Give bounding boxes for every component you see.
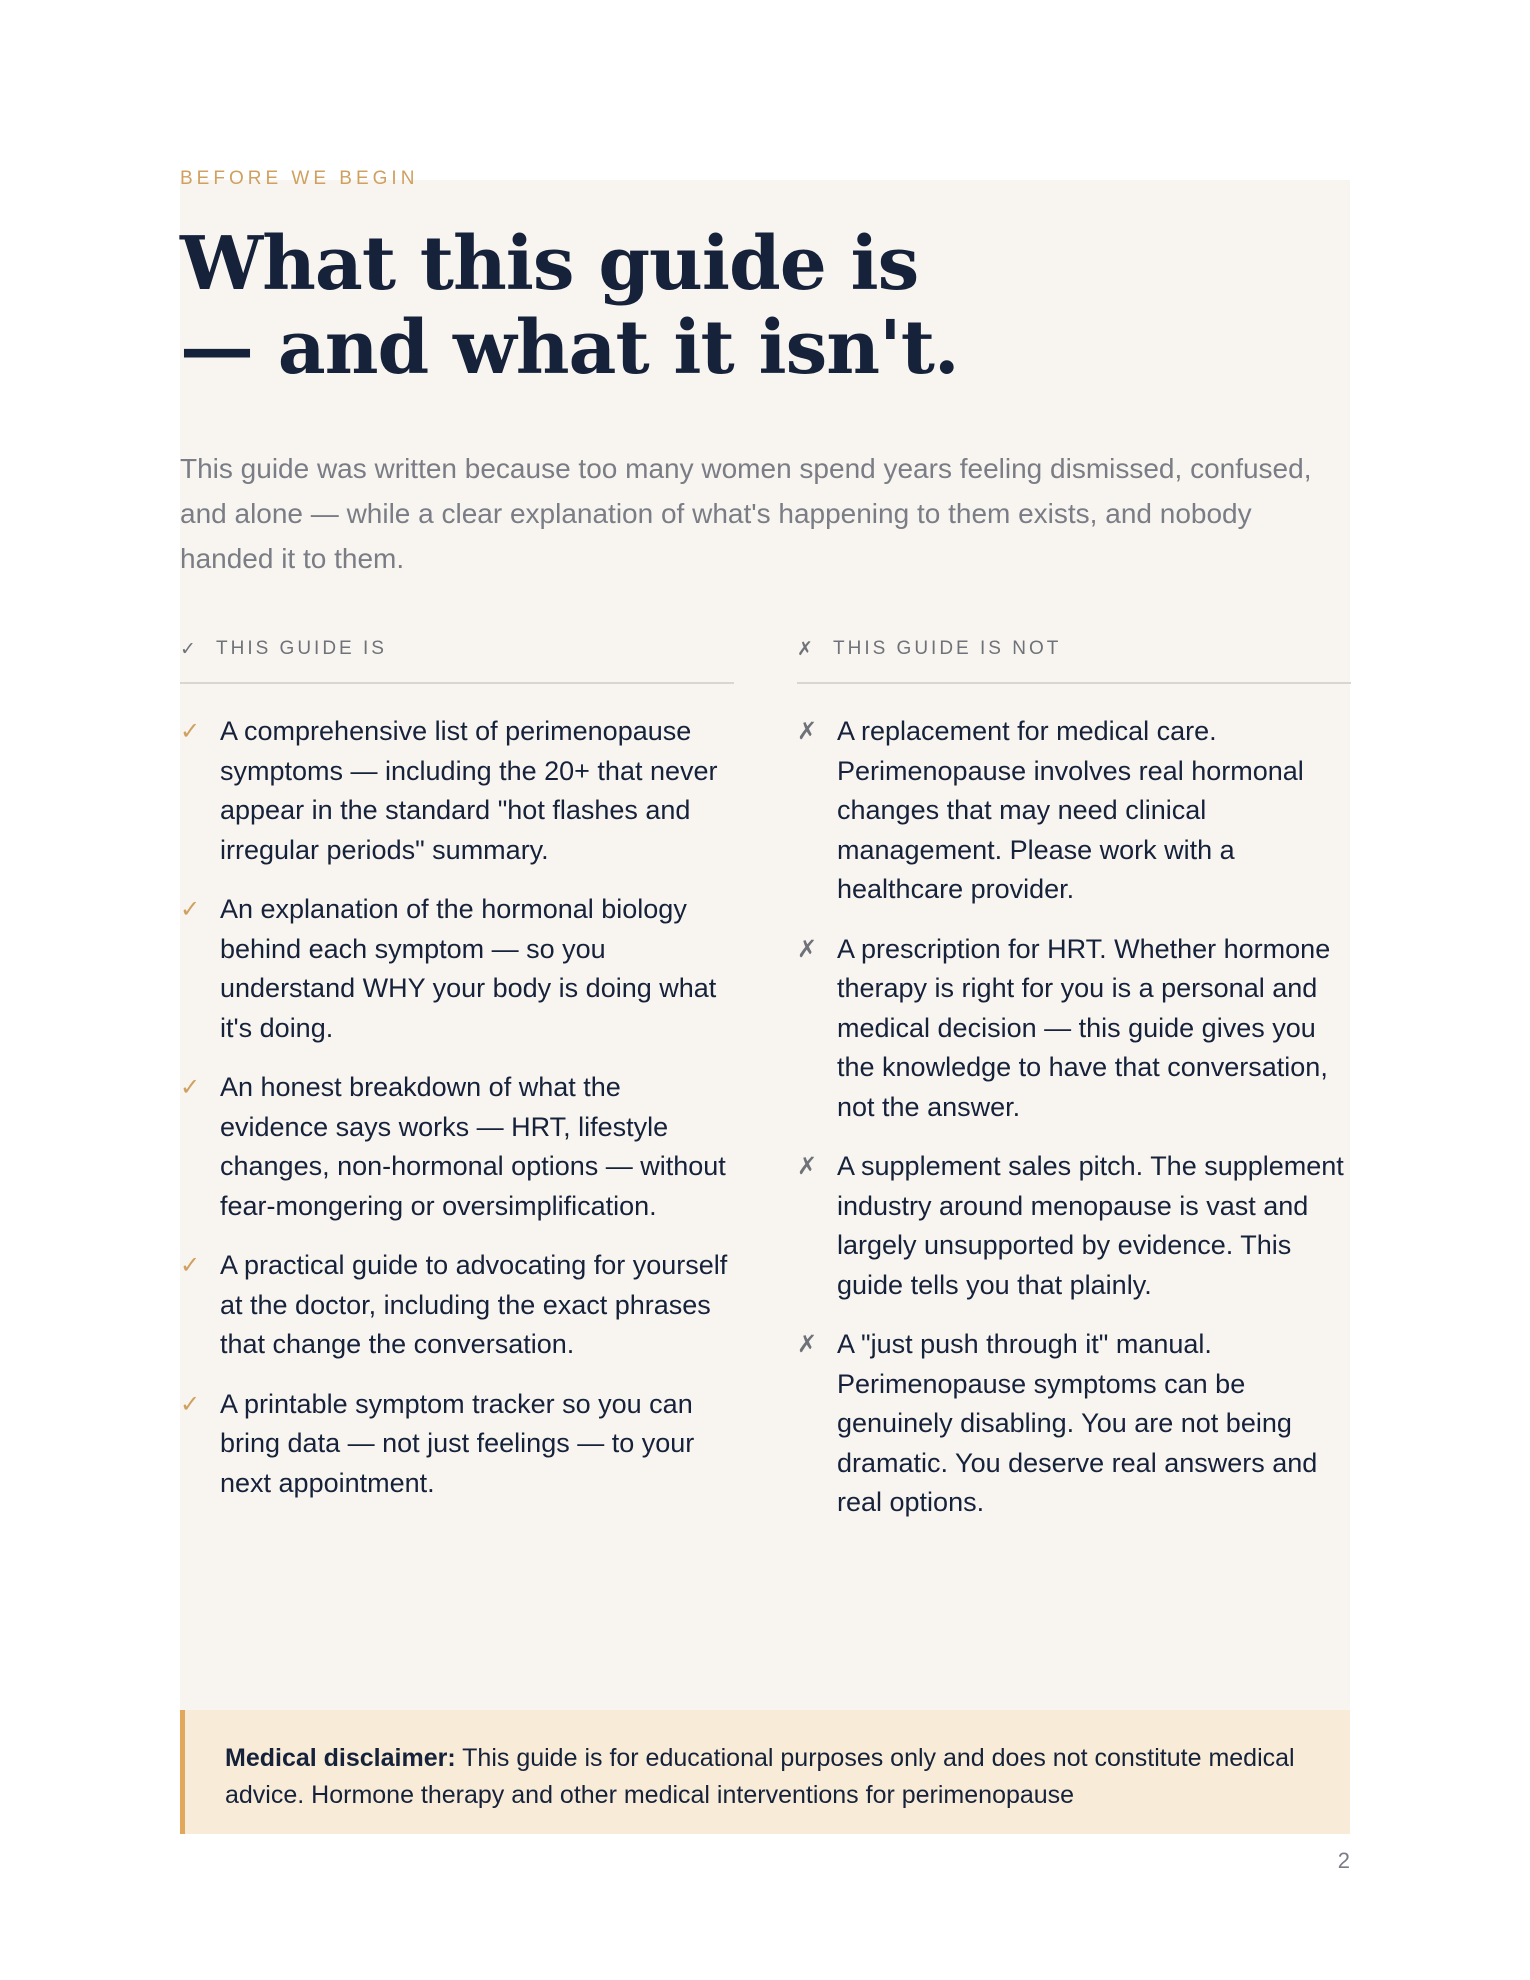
page-number: 2: [1337, 1848, 1350, 1873]
guide-is-list: [180, 712, 734, 1503]
list-item-text: A prescription for HRT. Whether hormone therapy is right for you is a personal and medical decision — this guide gives you the knowledge to have that conversation, not the answer.: [837, 933, 1331, 1122]
list-item-text: A "just push through it" manual. Perimenopause symptoms can be genuinely disabling. You are not being dramatic. You deserve real answers and real options.: [837, 1329, 1318, 1517]
list-item-text: An explanation of the hormonal biology behind each symptom — so you understand WHY your body is doing what it's doing.: [220, 894, 717, 1043]
list-item: [797, 1147, 1351, 1305]
list-item-text: An honest breakdown of what the evidence says works — HRT, lifestyle changes, non-hormonal options — without fear-mongering or oversimplification.: [220, 1072, 726, 1221]
page-title-line-1: What this guide is: [180, 221, 919, 307]
list-item: [797, 712, 1351, 910]
check-icon: ✓: [180, 896, 201, 923]
check-icon: ✓: [180, 1390, 201, 1418]
check-icon: ✓: [180, 639, 199, 660]
cross-icon: ✗: [797, 718, 818, 745]
list-item: [180, 712, 734, 870]
guide-is-heading: [180, 630, 734, 684]
check-icon: ✓: [180, 1252, 201, 1279]
disclaimer-label: Medical disclaimer:: [225, 1744, 456, 1772]
list-item-text: A printable symptom tracker so you can bring data — not just feelings — to your next appointment.: [220, 1388, 695, 1498]
cross-icon: ✗: [797, 1331, 818, 1358]
check-icon: ✓: [180, 1074, 201, 1101]
cross-icon: ✗: [797, 935, 818, 963]
section-eyebrow: BEFORE WE BEGIN: [180, 168, 419, 189]
list-item-text: A supplement sales pitch. The supplement industry around menopause is vast and largely unsupported by evidence. This guide tells you that plainly.: [837, 1151, 1344, 1300]
list-item: [180, 890, 734, 1048]
cross-icon: ✗: [797, 639, 816, 660]
guide-is-not-column: [797, 630, 1351, 1543]
list-item: [797, 930, 1351, 1128]
page-title: [180, 222, 1280, 390]
intro-paragraph: This guide was written because too many women spend years feeling dismissed, confused, and alone — while a clear explanation of what's happening to them exists, and nobody handed it to them.: [180, 453, 1312, 574]
guide-is-not-heading: [797, 630, 1351, 684]
list-item-text: A replacement for medical care. Perimenopause involves real hormonal changes that may need clinical management. Please work with a healthcare provider.: [837, 716, 1304, 904]
page-title-line-2: — and what it isn't.: [180, 305, 959, 391]
medical-disclaimer: [180, 1710, 1350, 1834]
list-item: [797, 1325, 1351, 1523]
list-item: [180, 1246, 734, 1365]
guide-is-column: [180, 630, 734, 1523]
list-item-text: A practical guide to advocating for yourself at the doctor, including the exact phrases that change the conversation.: [220, 1250, 728, 1359]
check-icon: ✓: [180, 718, 201, 745]
list-item-text: A comprehensive list of perimenopause symptoms — including the 20+ that never appear in the standard "hot flashes and irregular periods" summary.: [220, 716, 718, 865]
cross-icon: ✗: [797, 1153, 818, 1180]
guide-is-heading-label: THIS GUIDE IS: [216, 638, 387, 659]
guide-is-not-heading-label: THIS GUIDE IS NOT: [833, 638, 1062, 659]
list-item: [180, 1385, 734, 1504]
disclaimer-text: This guide is for educational purposes only and does not constitute medical advice. Hormone therapy and other medical interventions for perimenopause: [225, 1744, 1295, 1809]
list-item: [180, 1068, 734, 1226]
guide-is-not-list: [797, 712, 1351, 1523]
